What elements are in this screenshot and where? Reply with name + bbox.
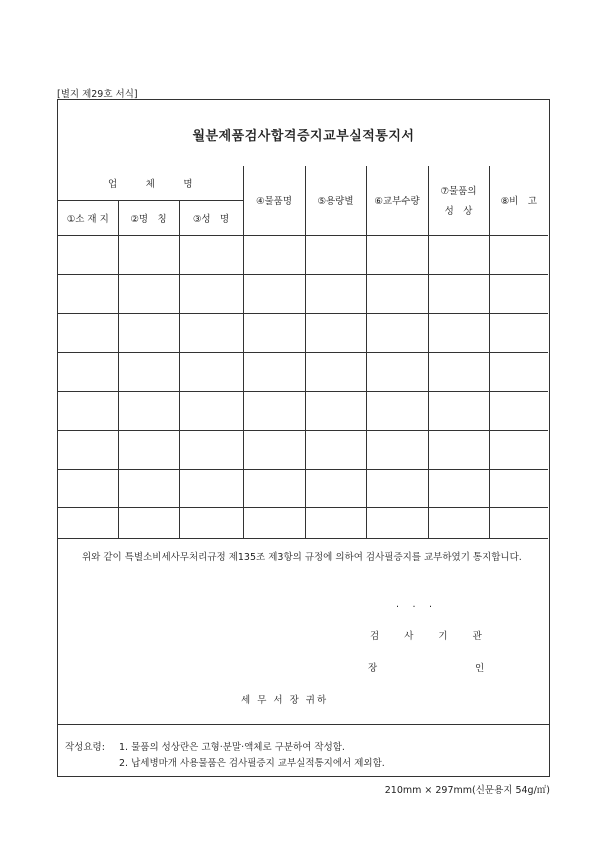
cell[interactable] [428,235,489,274]
cell[interactable] [489,469,548,507]
table-row [58,430,548,469]
cell[interactable] [243,469,305,507]
cell[interactable] [243,235,305,274]
table-row [58,352,548,391]
cell[interactable] [58,235,118,274]
cell[interactable] [243,430,305,469]
cell[interactable] [118,313,179,352]
cell[interactable] [118,274,179,313]
table-row [58,391,548,430]
cell[interactable] [179,313,243,352]
cell[interactable] [179,352,243,391]
cell[interactable] [243,313,305,352]
cell[interactable] [118,391,179,430]
col-representative-header: ③성 명 [179,200,243,235]
col-item-state-line1: ⑦물품의 [440,186,477,198]
table-row [58,235,548,274]
cell[interactable] [366,313,428,352]
cell[interactable] [489,507,548,538]
report-table [58,166,548,539]
cell[interactable] [305,274,366,313]
form-title: 월분제품검사합격증지교부실적통지서 [192,129,415,144]
cell[interactable] [58,430,118,469]
cell[interactable] [243,507,305,538]
cell[interactable] [58,507,118,538]
cell[interactable] [428,313,489,352]
cell[interactable] [366,430,428,469]
table-row [58,469,548,507]
col-item-state-header [428,166,489,235]
cell[interactable] [305,507,366,538]
table-row [58,274,548,313]
addressee: 세 무 서 장 귀하 [241,695,329,706]
chief-label: 장 [368,663,378,674]
company-group-header: 업 체 명 [58,166,243,200]
seal-mark: 인 [475,663,485,674]
cell[interactable] [305,235,366,274]
cell[interactable] [118,352,179,391]
cell[interactable] [118,507,179,538]
cell[interactable] [489,313,548,352]
cell[interactable] [118,430,179,469]
col-company-name-header: ②명 칭 [118,200,179,235]
cell[interactable] [58,391,118,430]
cell[interactable] [428,430,489,469]
paper-size-note: 210mm × 297mm(신문용지 54g/㎡) [384,785,550,796]
col-location-header: ①소 재 지 [58,200,118,235]
cell[interactable] [366,391,428,430]
writing-guide-item-2: 2. 납세병마개 사용물품은 검사필증지 교부실적통지에서 제외함. [119,758,385,769]
cell[interactable] [179,469,243,507]
cell[interactable] [366,507,428,538]
col-issued-qty-header: ⑥교부수량 [366,166,428,235]
writing-guide-box [57,724,550,777]
cell[interactable] [428,391,489,430]
cell[interactable] [243,391,305,430]
cell[interactable] [305,469,366,507]
cell[interactable] [179,391,243,430]
cell[interactable] [366,235,428,274]
col-item-state-line2: 성 상 [444,206,473,218]
cell[interactable] [305,391,366,430]
inspection-agency-label: 검 사 기 관 [370,631,493,642]
cell[interactable] [243,274,305,313]
form-frame [57,99,550,725]
cell[interactable] [489,274,548,313]
date-field[interactable]: . . . [396,599,435,610]
cell[interactable] [305,313,366,352]
cell[interactable] [428,507,489,538]
cell[interactable] [58,313,118,352]
cell[interactable] [366,352,428,391]
table-row [58,313,548,352]
cell[interactable] [428,352,489,391]
cell[interactable] [489,235,548,274]
writing-guide-item-1: 1. 물품의 성상란은 고형·분말·액체로 구분하여 작성함. [119,742,345,753]
cell[interactable] [179,507,243,538]
cell[interactable] [489,391,548,430]
form-code: [별지 제29호 서식] [57,89,138,100]
cell[interactable] [118,235,179,274]
cell[interactable] [179,430,243,469]
cell[interactable] [305,430,366,469]
cell[interactable] [179,274,243,313]
table-row [58,507,548,538]
cell[interactable] [58,352,118,391]
cell[interactable] [489,430,548,469]
cell[interactable] [366,469,428,507]
cell[interactable] [243,352,305,391]
cell[interactable] [305,352,366,391]
cell[interactable] [179,235,243,274]
cell[interactable] [428,469,489,507]
cell[interactable] [428,274,489,313]
col-remarks-header: ⑧비 고 [489,166,548,235]
header-row-1 [58,166,548,200]
cell[interactable] [58,274,118,313]
col-item-name-header: ④물품명 [243,166,305,235]
writing-guide-label: 작성요령: [65,742,105,753]
col-capacity-header: ⑤용량별 [305,166,366,235]
cell[interactable] [366,274,428,313]
cell[interactable] [489,352,548,391]
cell[interactable] [118,469,179,507]
notice-body-text: 위와 같이 특별소비세사무처리규정 제135조 제3항의 규정에 의하여 검사필증지를 교부하였기 통지합니다. [82,552,522,563]
cell[interactable] [58,469,118,507]
